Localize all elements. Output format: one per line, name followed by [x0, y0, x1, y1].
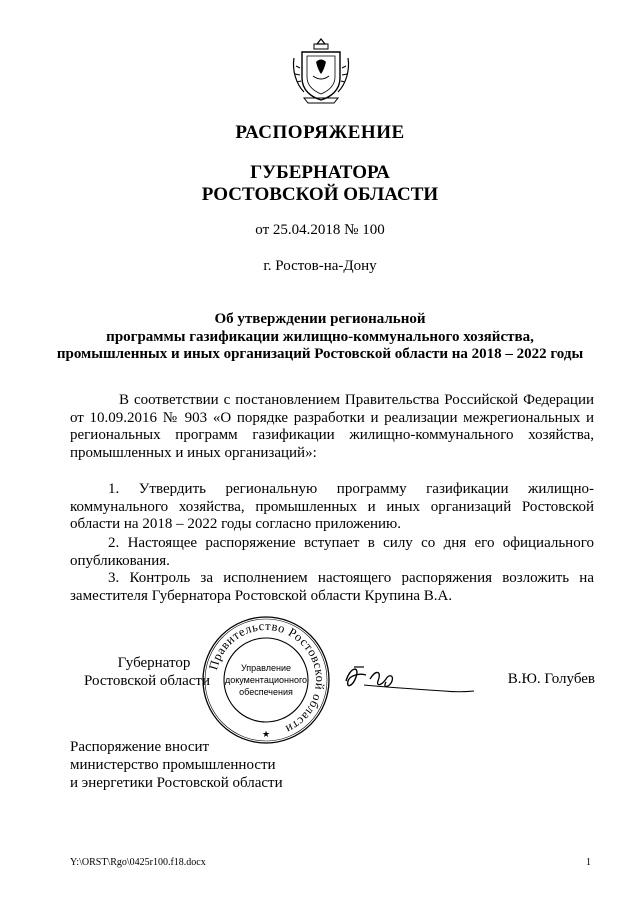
file-path: Y:\ORST\Rgo\0425r100.f18.docx: [70, 857, 206, 868]
item-3-paragraph: 3. Контроль за исполнением настоящего распоряжения возложить на заместителя Губернатора Ростовской области Крупина В.А.: [70, 570, 594, 604]
signer-position-line-1: Губернатор: [117, 655, 191, 671]
signer-position: [70, 654, 210, 690]
signer-name: В.Ю. Голубев: [507, 671, 595, 687]
document-subject: [40, 311, 600, 364]
seal-inner-line-2: документационного: [224, 675, 308, 685]
handwritten-signature: [340, 657, 476, 697]
seal-inner-line-1: Управление: [240, 663, 292, 673]
introduced-by-line-3: и энергетики Ростовской области: [70, 775, 283, 791]
document-type-heading: РАСПОРЯЖЕНИЕ: [235, 122, 405, 143]
subject-line-1: Об утверждении региональной: [214, 311, 426, 327]
introduced-by: [70, 738, 330, 792]
preamble-paragraph: В соответствии с постановлением Правительства Российской Федерации от 10.09.2016 № 903 «О порядке разработки и реализации межрегиональных и региональных программ газификации жилищно-коммунального хозяйства, промышленных и иных организаций»:: [70, 392, 594, 461]
city: г. Ростов-на-Дону: [263, 258, 377, 274]
issuer-heading: [40, 162, 600, 206]
issuer-line-1: ГУБЕРНАТОРА: [250, 162, 390, 183]
coat-of-arms-icon: [290, 36, 352, 106]
subject-line-3: промышленных и иных организаций Ростовской области на 2018 – 2022 годы: [56, 346, 584, 362]
signer-position-line-2: Ростовской области: [84, 673, 210, 689]
page-number: 1: [586, 857, 591, 868]
item-1-paragraph: 1. Утвердить региональную программу газификации жилищно-коммунального хозяйства, промышленных и иных организаций Ростовской области на 2018 – 2022 годы согласно приложению.: [70, 481, 594, 532]
item-2-paragraph: 2. Настоящее распоряжение вступает в силу со дня его официального опубликования.: [70, 535, 594, 569]
introduced-by-line-2: министерство промышленности: [70, 757, 276, 773]
subject-line-2: программы газификации жилищно-коммунального хозяйства,: [106, 328, 534, 345]
seal-inner-line-3: обеспечения: [239, 687, 293, 697]
issuer-line-2: РОСТОВСКОЙ ОБЛАСТИ: [201, 184, 439, 205]
seal-star-icon: ★: [261, 730, 271, 740]
official-seal: [200, 614, 332, 746]
date-and-number: от 25.04.2018 № 100: [255, 222, 385, 238]
seal-ring-text: Правительство Ростовской области: [206, 618, 328, 737]
introduced-by-line-1: Распоряжение вносит: [70, 739, 210, 755]
